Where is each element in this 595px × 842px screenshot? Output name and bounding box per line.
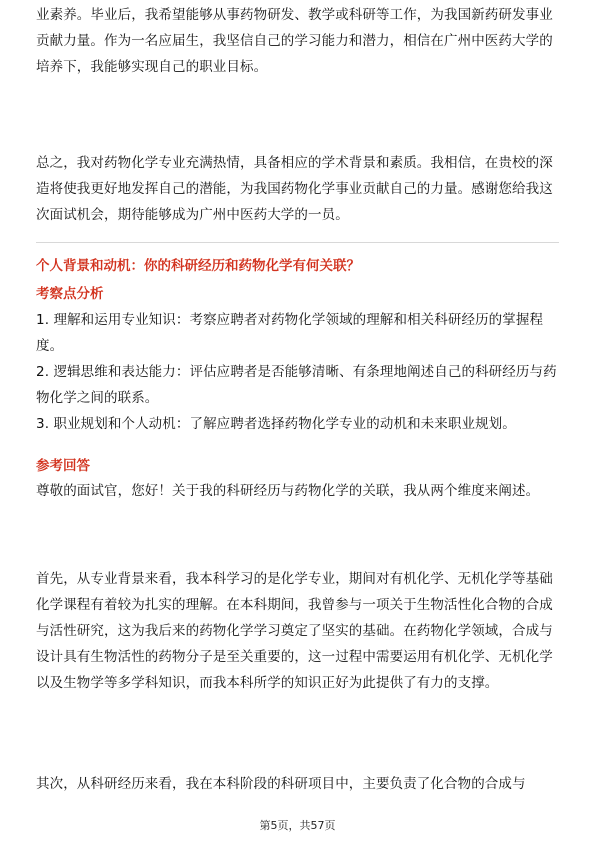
answer-paragraph: 其次，从科研经历来看，我在本科阶段的科研项目中，主要负责了化合物的合成与 [36, 776, 526, 792]
analysis-heading: 考察点分析 [36, 286, 104, 302]
intro-paragraph-2: 总之，我对药物化学专业充满热情，具备相应的学术背景和素质。我相信，在贵校的深造将使我更好地发挥自己的潜能，为我国药物化学事业贡献自己的力量。感谢您给我这次面试机会，期待能够成为广州中医药大学的一员。 [36, 155, 553, 223]
intro-paragraph-1: 业素养。毕业后，我希望能够从事药物研发、教学或科研等工作，为我国新药研发事业贡献力量。作为一名应届生，我坚信自己的学习能力和潜力，相信在广州中医药大学的培养下，我能够实现自己的职业目标。 [36, 7, 553, 75]
analysis-item: 3. 职业规划和个人动机：了解应聘者选择药物化学专业的动机和未来职业规划。 [36, 416, 516, 432]
question-title: 个人背景和动机：你的科研经历和药物化学有何关联？ [36, 258, 360, 274]
answer-paragraph: 首先，从专业背景来看，我本科学习的是化学专业，期间对有机化学、无机化学等基础化学课程有着较为扎实的理解。在本科期间，我曾参与一项关于生物活性化合物的合成与活性研究，这为我后来的药物化学学习奠定了坚实的基础。在药物化学领域，合成与设计具有生物活性的药物分子是至关重要的，这一过程中需要运用有机化学、无机化学以及生物学等多学科知识，而我本科所学的知识正好为此提供了有力的支撑。 [36, 571, 553, 691]
analysis-item: 2. 逻辑思维和表达能力：评估应聘者是否能够清晰、有条理地阐述自己的科研经历与药物化学之间的联系。 [36, 364, 557, 406]
analysis-list [36, 307, 559, 437]
analysis-item: 1. 理解和运用专业知识：考察应聘者对药物化学领域的理解和相关科研经历的掌握程度。 [36, 312, 544, 354]
answer-paragraph: 尊敬的面试官，您好！关于我的科研经历与药物化学的关联，我从两个维度来阐述。 [36, 483, 540, 499]
section-divider [36, 242, 559, 243]
answer-heading: 参考回答 [36, 458, 90, 474]
page-number: 第5页，共57页 [259, 819, 336, 832]
